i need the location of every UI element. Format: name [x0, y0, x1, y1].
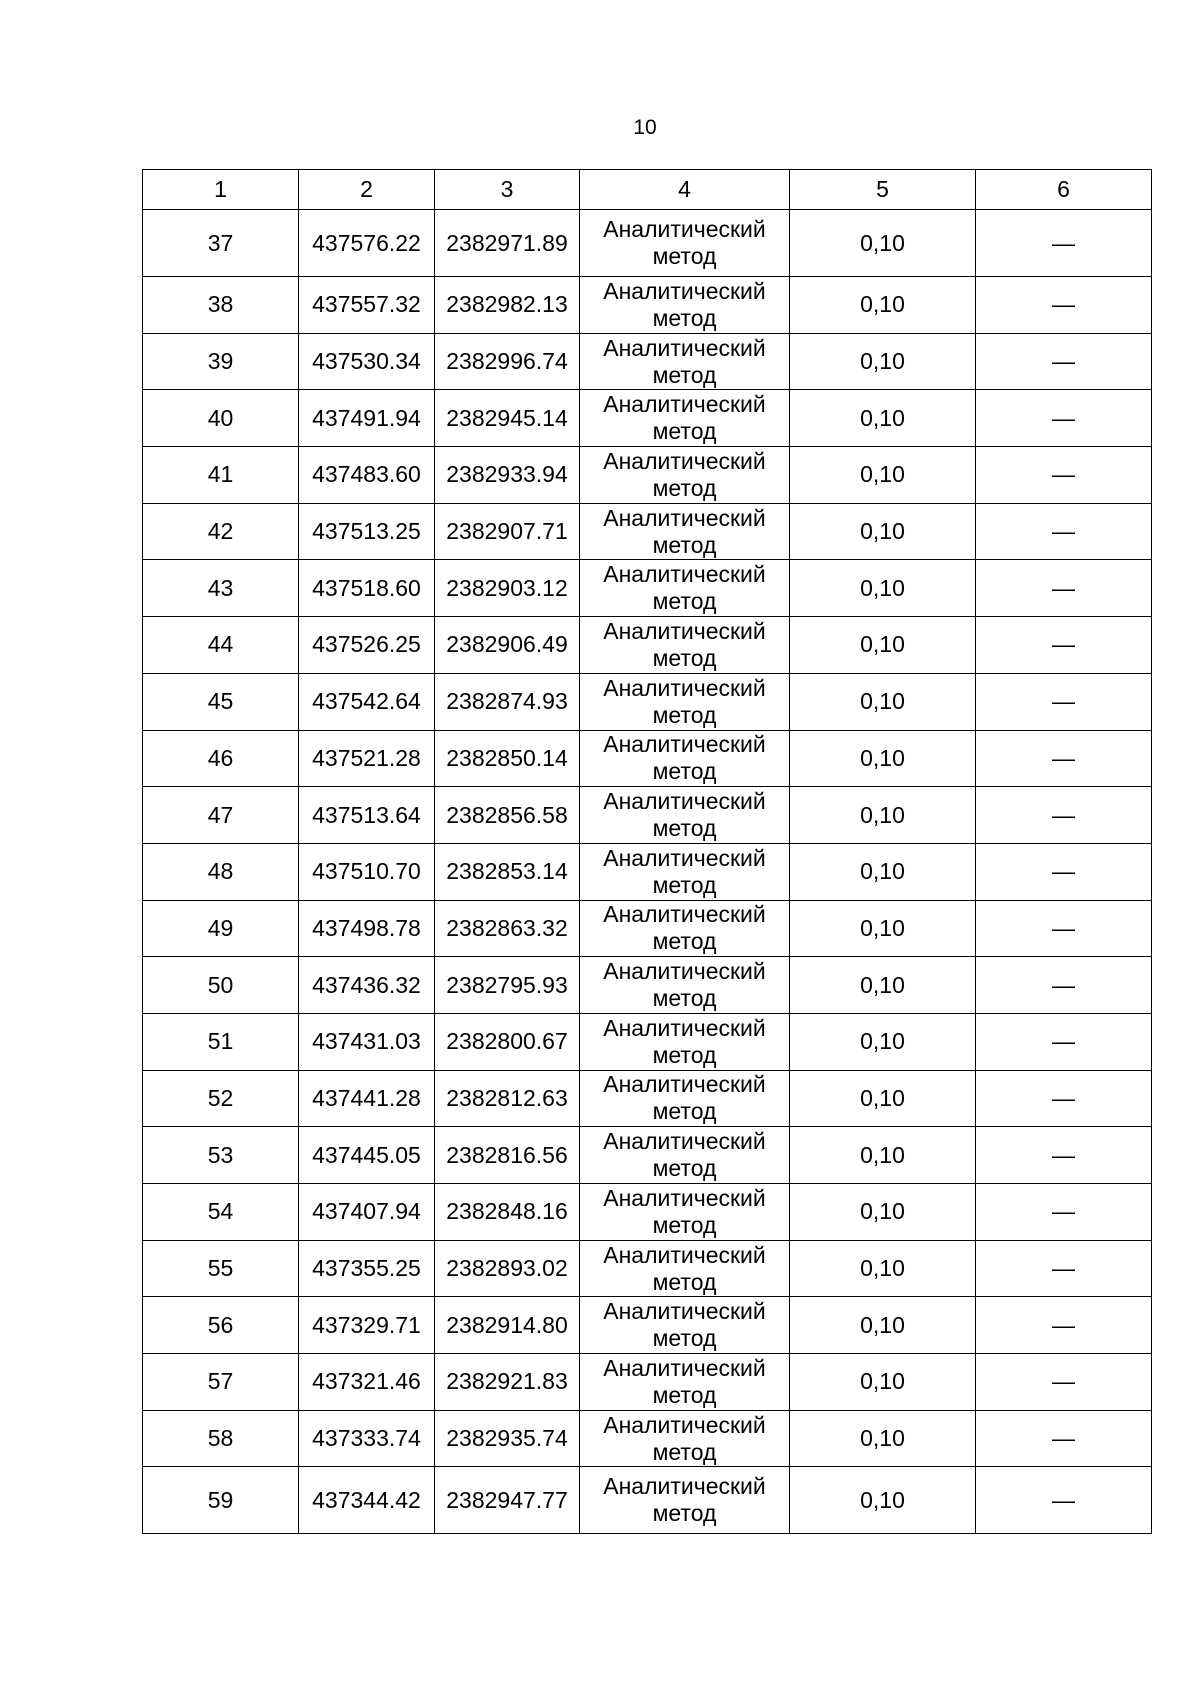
accuracy-cell: 0,10: [790, 447, 976, 504]
x-coordinate-cell: 437445.05: [299, 1127, 435, 1184]
accuracy-cell: 0,10: [790, 210, 976, 277]
method-line: Аналитический: [603, 447, 766, 474]
table-row: [143, 673, 1152, 730]
note-cell: —: [976, 447, 1152, 504]
method-line: Аналитический: [603, 788, 766, 815]
point-number-cell: 39: [143, 333, 299, 390]
note-cell: —: [976, 730, 1152, 787]
x-coordinate-cell: 437542.64: [299, 673, 435, 730]
x-coordinate-cell: 437483.60: [299, 447, 435, 504]
method-line: Аналитический: [603, 1184, 766, 1211]
method-line: метод: [652, 985, 717, 1012]
method-cell: [580, 277, 790, 334]
y-coordinate-cell: 2382893.02: [435, 1240, 580, 1297]
accuracy-cell: 0,10: [790, 560, 976, 617]
y-coordinate-cell: 2382903.12: [435, 560, 580, 617]
accuracy-cell: 0,10: [790, 1184, 976, 1241]
method-line: Аналитический: [603, 958, 766, 985]
y-coordinate-cell: 2382863.32: [435, 900, 580, 957]
table-row: [143, 1070, 1152, 1127]
header-cell: 6: [976, 170, 1152, 210]
note-cell: —: [976, 957, 1152, 1014]
note-cell: —: [976, 1240, 1152, 1297]
method-line: Аналитический: [603, 1241, 766, 1268]
x-coordinate-cell: 437498.78: [299, 900, 435, 957]
table-row: [143, 1410, 1152, 1467]
method-line: метод: [652, 701, 717, 728]
table-row: [143, 1354, 1152, 1411]
y-coordinate-cell: 2382971.89: [435, 210, 580, 277]
accuracy-cell: 0,10: [790, 1467, 976, 1534]
method-line: Аналитический: [603, 1071, 766, 1098]
y-coordinate-cell: 2382812.63: [435, 1070, 580, 1127]
table-row: [143, 1184, 1152, 1241]
method-line: Аналитический: [603, 901, 766, 928]
method-line: метод: [652, 644, 717, 671]
table-row: [143, 1240, 1152, 1297]
method-cell: [580, 673, 790, 730]
note-cell: —: [976, 1013, 1152, 1070]
accuracy-cell: 0,10: [790, 673, 976, 730]
point-number-cell: 49: [143, 900, 299, 957]
method-cell: [580, 1070, 790, 1127]
point-number-cell: 50: [143, 957, 299, 1014]
method-line: метод: [652, 1041, 717, 1068]
method-line: метод: [652, 588, 717, 615]
method-line: Аналитический: [603, 674, 766, 701]
accuracy-cell: 0,10: [790, 1240, 976, 1297]
table-row: [143, 1467, 1152, 1534]
method-line: метод: [652, 758, 717, 785]
y-coordinate-cell: 2382947.77: [435, 1467, 580, 1534]
method-cell: [580, 957, 790, 1014]
method-line: метод: [652, 1211, 717, 1238]
point-number-cell: 47: [143, 787, 299, 844]
accuracy-cell: 0,10: [790, 1070, 976, 1127]
table-row: [143, 333, 1152, 390]
note-cell: —: [976, 673, 1152, 730]
x-coordinate-cell: 437333.74: [299, 1410, 435, 1467]
accuracy-cell: 0,10: [790, 390, 976, 447]
y-coordinate-cell: 2382935.74: [435, 1410, 580, 1467]
table-row: [143, 560, 1152, 617]
point-number-cell: 45: [143, 673, 299, 730]
y-coordinate-cell: 2382945.14: [435, 390, 580, 447]
y-coordinate-cell: 2382856.58: [435, 787, 580, 844]
x-coordinate-cell: 437521.28: [299, 730, 435, 787]
note-cell: —: [976, 1297, 1152, 1354]
x-coordinate-cell: 437513.25: [299, 503, 435, 560]
y-coordinate-cell: 2382921.83: [435, 1354, 580, 1411]
accuracy-cell: 0,10: [790, 503, 976, 560]
method-cell: [580, 560, 790, 617]
method-line: Аналитический: [603, 391, 766, 418]
note-cell: —: [976, 1070, 1152, 1127]
point-number-cell: 44: [143, 617, 299, 674]
note-cell: —: [976, 503, 1152, 560]
method-line: Аналитический: [603, 731, 766, 758]
method-cell: [580, 1354, 790, 1411]
x-coordinate-cell: 437513.64: [299, 787, 435, 844]
table-row: [143, 210, 1152, 277]
accuracy-cell: 0,10: [790, 730, 976, 787]
method-cell: [580, 1297, 790, 1354]
point-number-cell: 52: [143, 1070, 299, 1127]
method-cell: [580, 1240, 790, 1297]
table-header: [143, 170, 1152, 210]
note-cell: —: [976, 900, 1152, 957]
note-cell: —: [976, 1410, 1152, 1467]
x-coordinate-cell: 437329.71: [299, 1297, 435, 1354]
method-cell: [580, 900, 790, 957]
x-coordinate-cell: 437441.28: [299, 1070, 435, 1127]
method-cell: [580, 390, 790, 447]
table-row: [143, 277, 1152, 334]
method-cell: [580, 210, 790, 277]
accuracy-cell: 0,10: [790, 1297, 976, 1354]
table-row: [143, 900, 1152, 957]
accuracy-cell: 0,10: [790, 900, 976, 957]
method-cell: [580, 1184, 790, 1241]
x-coordinate-cell: 437436.32: [299, 957, 435, 1014]
method-cell: [580, 617, 790, 674]
method-line: Аналитический: [603, 1298, 766, 1325]
y-coordinate-cell: 2382996.74: [435, 333, 580, 390]
method-line: Аналитический: [603, 1014, 766, 1041]
page-number: 10: [633, 116, 657, 139]
method-line: Аналитический: [603, 1411, 766, 1438]
method-cell: [580, 1013, 790, 1070]
note-cell: —: [976, 1354, 1152, 1411]
y-coordinate-cell: 2382850.14: [435, 730, 580, 787]
method-line: метод: [652, 418, 717, 445]
point-number-cell: 41: [143, 447, 299, 504]
point-number-cell: 53: [143, 1127, 299, 1184]
note-cell: —: [976, 1467, 1152, 1534]
y-coordinate-cell: 2382874.93: [435, 673, 580, 730]
method-line: Аналитический: [603, 561, 766, 588]
table-row: [143, 447, 1152, 504]
method-cell: [580, 447, 790, 504]
method-line: метод: [652, 1381, 717, 1408]
accuracy-cell: 0,10: [790, 1354, 976, 1411]
point-number-cell: 57: [143, 1354, 299, 1411]
accuracy-cell: 0,10: [790, 787, 976, 844]
method-line: метод: [652, 304, 717, 331]
method-line: метод: [652, 1325, 717, 1352]
point-number-cell: 56: [143, 1297, 299, 1354]
coordinates-table: [142, 169, 1152, 1534]
point-number-cell: 54: [143, 1184, 299, 1241]
table-row: [143, 1297, 1152, 1354]
x-coordinate-cell: 437576.22: [299, 210, 435, 277]
accuracy-cell: 0,10: [790, 1013, 976, 1070]
table-row: [143, 730, 1152, 787]
y-coordinate-cell: 2382816.56: [435, 1127, 580, 1184]
point-number-cell: 55: [143, 1240, 299, 1297]
accuracy-cell: 0,10: [790, 843, 976, 900]
table-row: [143, 843, 1152, 900]
method-line: Аналитический: [603, 844, 766, 871]
method-line: Аналитический: [603, 1473, 766, 1500]
method-line: Аналитический: [603, 1354, 766, 1381]
x-coordinate-cell: 437557.32: [299, 277, 435, 334]
table-row: [143, 787, 1152, 844]
point-number-cell: 40: [143, 390, 299, 447]
y-coordinate-cell: 2382795.93: [435, 957, 580, 1014]
header-row: [143, 170, 1152, 210]
note-cell: —: [976, 843, 1152, 900]
accuracy-cell: 0,10: [790, 1127, 976, 1184]
note-cell: —: [976, 210, 1152, 277]
y-coordinate-cell: 2382853.14: [435, 843, 580, 900]
note-cell: —: [976, 1127, 1152, 1184]
x-coordinate-cell: 437526.25: [299, 617, 435, 674]
point-number-cell: 43: [143, 560, 299, 617]
y-coordinate-cell: 2382848.16: [435, 1184, 580, 1241]
method-line: метод: [652, 928, 717, 955]
table-row: [143, 390, 1152, 447]
x-coordinate-cell: 437530.34: [299, 333, 435, 390]
method-cell: [580, 730, 790, 787]
point-number-cell: 59: [143, 1467, 299, 1534]
method-line: метод: [652, 871, 717, 898]
method-cell: [580, 503, 790, 560]
method-line: Аналитический: [603, 277, 766, 304]
header-cell: 1: [143, 170, 299, 210]
note-cell: —: [976, 277, 1152, 334]
method-line: метод: [652, 1438, 717, 1465]
point-number-cell: 48: [143, 843, 299, 900]
method-line: метод: [652, 361, 717, 388]
point-number-cell: 46: [143, 730, 299, 787]
x-coordinate-cell: 437407.94: [299, 1184, 435, 1241]
note-cell: —: [976, 560, 1152, 617]
table-row: [143, 1127, 1152, 1184]
accuracy-cell: 0,10: [790, 617, 976, 674]
method-cell: [580, 843, 790, 900]
method-line: Аналитический: [603, 334, 766, 361]
note-cell: —: [976, 1184, 1152, 1241]
method-line: метод: [652, 1098, 717, 1125]
table-row: [143, 617, 1152, 674]
note-cell: —: [976, 787, 1152, 844]
method-cell: [580, 787, 790, 844]
table-row: [143, 957, 1152, 1014]
y-coordinate-cell: 2382906.49: [435, 617, 580, 674]
y-coordinate-cell: 2382907.71: [435, 503, 580, 560]
method-line: метод: [652, 474, 717, 501]
x-coordinate-cell: 437518.60: [299, 560, 435, 617]
accuracy-cell: 0,10: [790, 277, 976, 334]
y-coordinate-cell: 2382914.80: [435, 1297, 580, 1354]
method-line: метод: [652, 1268, 717, 1295]
method-cell: [580, 1410, 790, 1467]
accuracy-cell: 0,10: [790, 1410, 976, 1467]
point-number-cell: 37: [143, 210, 299, 277]
method-line: Аналитический: [603, 216, 766, 242]
x-coordinate-cell: 437321.46: [299, 1354, 435, 1411]
note-cell: —: [976, 390, 1152, 447]
note-cell: —: [976, 617, 1152, 674]
header-cell: 3: [435, 170, 580, 210]
x-coordinate-cell: 437510.70: [299, 843, 435, 900]
accuracy-cell: 0,10: [790, 333, 976, 390]
y-coordinate-cell: 2382933.94: [435, 447, 580, 504]
accuracy-cell: 0,10: [790, 957, 976, 1014]
y-coordinate-cell: 2382800.67: [435, 1013, 580, 1070]
table-row: [143, 503, 1152, 560]
x-coordinate-cell: 437344.42: [299, 1467, 435, 1534]
method-line: метод: [652, 815, 717, 842]
method-cell: [580, 333, 790, 390]
method-cell: [580, 1127, 790, 1184]
method-line: Аналитический: [603, 617, 766, 644]
point-number-cell: 38: [143, 277, 299, 334]
table-row: [143, 1013, 1152, 1070]
note-cell: —: [976, 333, 1152, 390]
method-line: Аналитический: [603, 504, 766, 531]
table-body: [143, 210, 1152, 1534]
header-cell: 4: [580, 170, 790, 210]
header-cell: 2: [299, 170, 435, 210]
x-coordinate-cell: 437491.94: [299, 390, 435, 447]
method-line: метод: [652, 243, 717, 269]
point-number-cell: 58: [143, 1410, 299, 1467]
method-line: Аналитический: [603, 1128, 766, 1155]
point-number-cell: 42: [143, 503, 299, 560]
method-line: метод: [652, 1500, 717, 1527]
x-coordinate-cell: 437431.03: [299, 1013, 435, 1070]
method-line: метод: [652, 1155, 717, 1182]
header-cell: 5: [790, 170, 976, 210]
x-coordinate-cell: 437355.25: [299, 1240, 435, 1297]
y-coordinate-cell: 2382982.13: [435, 277, 580, 334]
method-line: метод: [652, 531, 717, 558]
point-number-cell: 51: [143, 1013, 299, 1070]
method-cell: [580, 1467, 790, 1534]
